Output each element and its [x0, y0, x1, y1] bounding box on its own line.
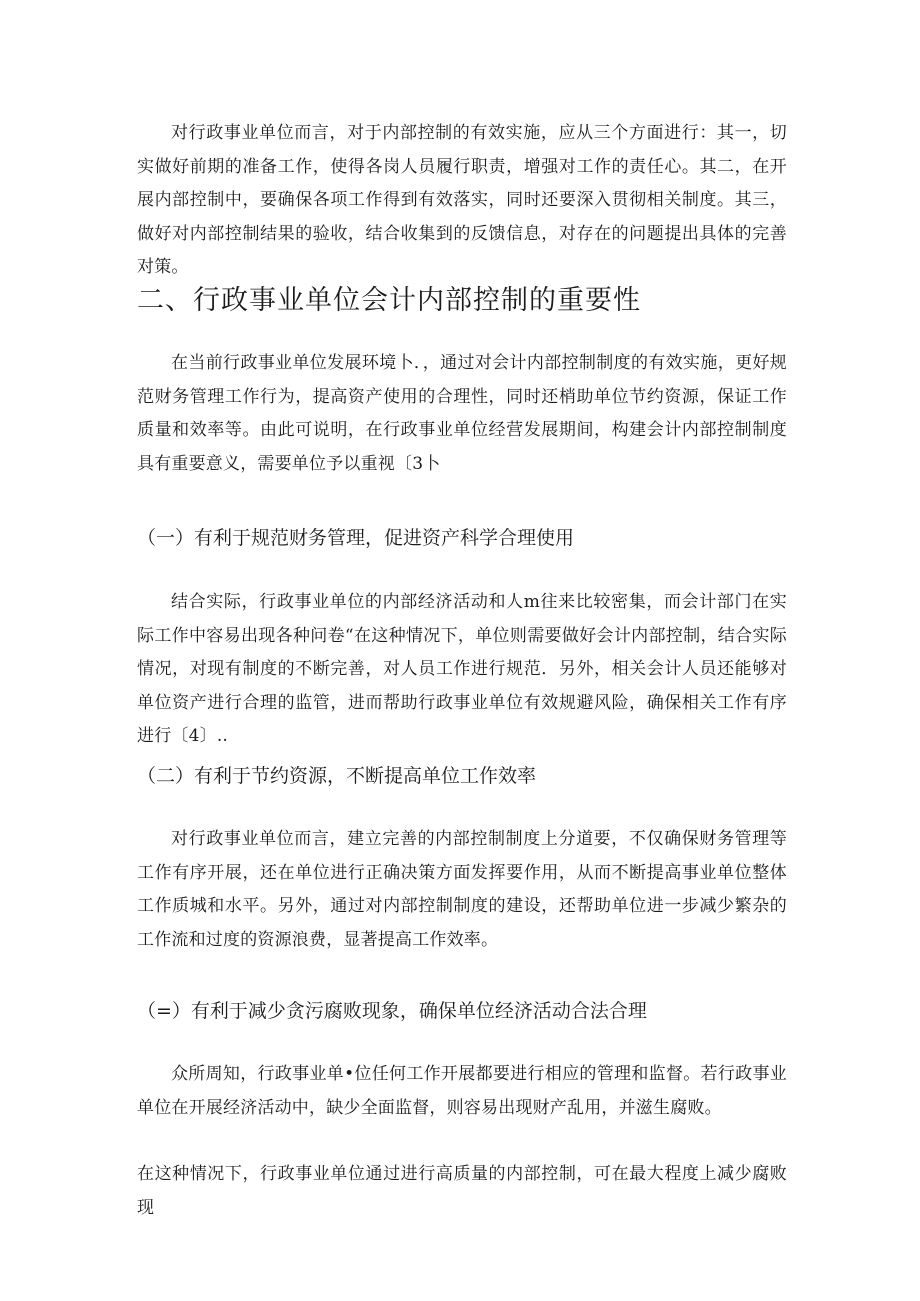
subheading-resource-saving: （二）有利于节约资源，不断提高单位工作效率	[137, 765, 537, 787]
paragraph-anti-corruption: 众所周知，行政事业单•位任何工作开展都要进行相应的管理和监督。若行政事业单位在开展经济活动中，缺少全面监督，则容易出现财产乱用，并滋生腐败。	[137, 1064, 787, 1118]
section-heading-importance: 二、行政事业单位会计内部控制的重要性	[137, 285, 641, 316]
paragraph-resource-saving: 对行政事业单位而言，建立完善的内部控制制度上分道要，不仅确保财务管理等工作有序开展，还在单位进行正确决策方面发挥要作用，从而不断提高事业单位整体工作质城和水平。另外，通过对内部控制制度的建设，还帮助单位进一步减少繁杂的工作流和过度的资源浪费，显著提高工作效率。	[137, 829, 787, 950]
paragraph-financial-management: 结合实际，行政事业单位的内部经济活动和人m往来比较密集，而会计部门在实际工作中容易出现各种问卷“在这种情况下，单位则需要做好会计内部控制，结合实际情况，对现有制度的不断完善，对人员工作进行规范．另外，相关会计人员还能够对单位资产进行合理的监管，进而帮助行政事业单位有效规避风险，确保相关工作有序进行〔4〕..	[137, 592, 787, 746]
paragraph-importance-intro: 在当前行政事业单位发展环境卜．，通过对会计内部控制制度的有效实施，更好规范财务管理工作行为，提高资产使用的合理性，同时还梢助单位节约资源，保证工作质量和效率等。由此可说明，在行政事业单位经营发展期间，构建会计内部控制制度具有重要意义，需要单位予以重视〔3卜	[137, 353, 787, 474]
paragraph-continuation: 在这种情况下，行政事业单位通过进行高质量的内部控制，可在最大程度上减少腐败现	[137, 1164, 787, 1218]
subheading-financial-management: （一）有利于规范财务管理，促进资产科学合理使用	[137, 527, 575, 549]
subheading-anti-corruption: （=）有利于减少贪污腐败现象，确保单位经济活动合法合理	[137, 1000, 647, 1022]
paragraph-implementation-aspects: 对行政事业单位而言，对于内部控制的有效实施，应从三个方面进行：其一，切实做好前期的准备工作，使得各岗人员履行职责，增强对工作的责任心。其二，在开展内部控制中，要确保各项工作得到有效落实，同时还要深入贯彻相关制度。其三，做好对内部控制结果的验收，结合收集到的反馈信息，对存在的问题提出具体的完善对策。	[137, 123, 787, 277]
